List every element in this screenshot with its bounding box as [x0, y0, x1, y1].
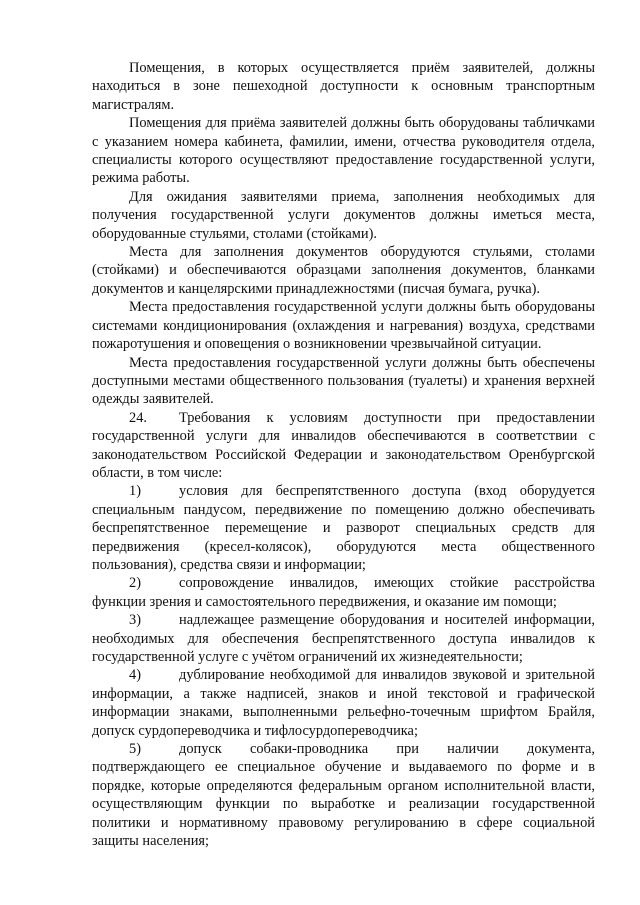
paragraph-public-facilities: Места предоставления государственной услуги должны быть обеспечены доступными местами общественного пользования (туалеты) и хранения верхней одежды заявителей.: [92, 354, 595, 408]
paragraph-room-signs: Помещения для приёма заявителей должны быть оборудованы табличками с указанием номера кабинета, фамилии, имени, отчества руководителя отдела, специалисты которого осуществляют предоставление государственной услуги, режима работы.: [92, 115, 595, 187]
list-item-4: 4) дублирование необходимой для инвалидов звуковой и зрительной информации, а также надписей, знаков и иной текстовой и графической информации знаками, выполненными рельефно-точечным шрифтом Брайля, допуск сурдопереводчика и тифлосурдопереводчика;: [92, 667, 595, 739]
list-item-1: 1) условия для беспрепятственного доступа (вход оборудуется специальным пандусом, передвижение по помещению должно обеспечивать беспрепятственное перемещение и разворот специальных средств для передвижения (кресел-колясок), оборудуются места общественного пользования), средства связи и информации;: [92, 483, 595, 573]
list-item-5: 5) допуск собаки-проводника при наличии документа, подтверждающего ее специальное обучение и выдаваемого по форме и в порядке, которые определяются федеральным органом исполнительной власти, осуществляющим функции по выработке и реализации государственной политики и нормативному правовому регулированию в сфере социальной защиты населения;: [92, 741, 595, 850]
item-number: 5): [129, 741, 141, 758]
item-number: 24.: [129, 409, 147, 426]
paragraph-reception-location: Помещения, в которых осуществляется приём заявителей, должны находиться в зоне пешеходной доступности к основным транспортным магистралям.: [92, 60, 595, 113]
document-page: [92, 59, 595, 850]
item-number: 4): [129, 667, 141, 684]
list-item-2: 2) сопровождение инвалидов, имеющих стойкие расстройства функции зрения и самостоятельного передвижения, и оказание им помощи;: [92, 575, 595, 610]
paragraph-climate-safety: Места предоставления государственной услуги должны быть оборудованы системами кондиционирования (охлаждения и нагревания) воздуха, средствами пожаротушения и оповещения о возникновении чрезвычайной ситуации.: [92, 299, 595, 353]
list-item-3: 3) надлежащее размещение оборудования и носителей информации, необходимых для обеспечения беспрепятственного доступа инвалидов к государственной услуге с учётом ограничений их жизнедеятельности;: [92, 612, 595, 665]
paragraph-form-filling-places: Места для заполнения документов оборудуются стульями, столами (стойками) и обеспечиваются образцами заполнения документов, бланками документов и канцелярскими принадлежностями (писчая бумага, ручка).: [92, 244, 595, 297]
item-number: 3): [129, 612, 141, 629]
item-number: 1): [129, 483, 141, 500]
paragraph-item-24: 24. Требования к условиям доступности при предоставлении государственной услуги для инвалидов обеспечиваются в соответствии с законодательством Российской Федерации и законодательством Оренбургской области, в том числе:: [92, 409, 595, 481]
item-number: 2): [129, 575, 141, 592]
paragraph-waiting-places: Для ожидания заявителями приема, заполнения необходимых для получения государственной услуги документов должны иметься места, оборудованные стульями, столами (стойками).: [92, 188, 595, 242]
